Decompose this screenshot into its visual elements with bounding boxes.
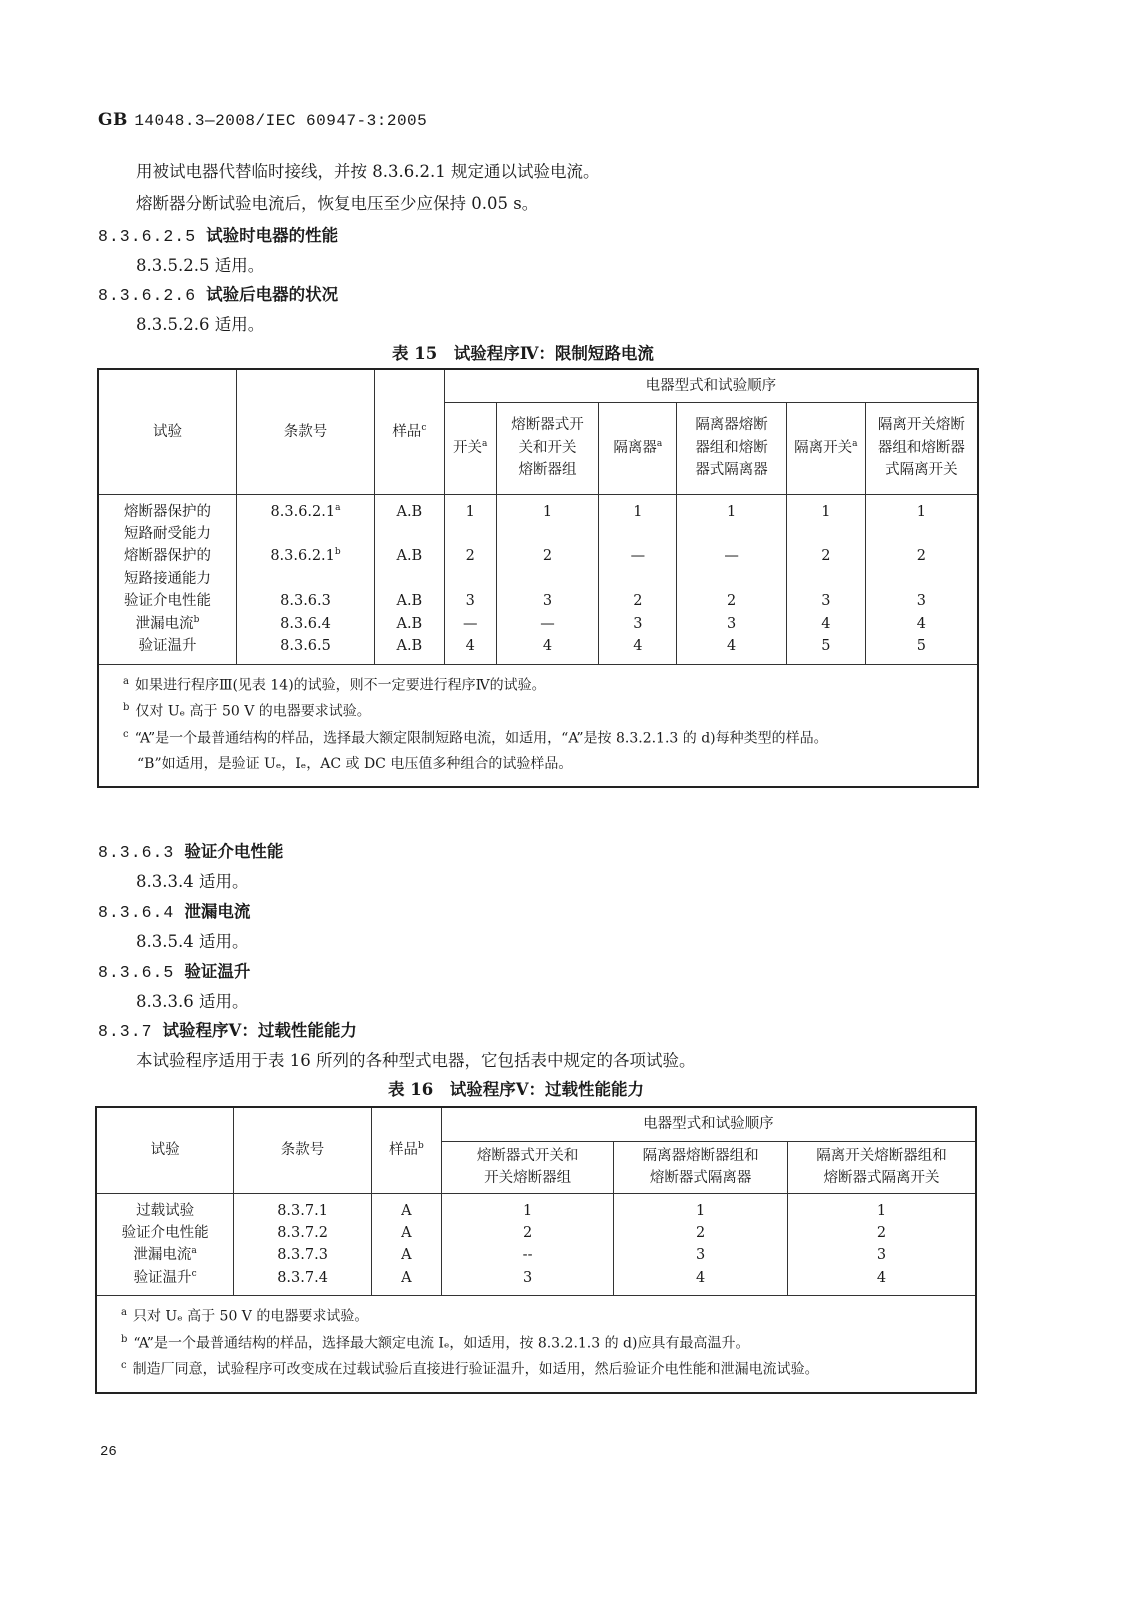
section-heading [98,281,338,305]
header-col: 隔离器熔断 器组和熔断 器式隔离器 [677,402,787,494]
table-row: 验证温升 8.3.6.5 A.B 4 4 4 4 5 5 [98,635,978,664]
header-test: 试验 [96,1107,234,1193]
section-title: 验证介电性能 [184,842,284,861]
table-caption: 表 16 试验程序Ⅴ：过载性能能力 [388,1080,645,1099]
table-row: 验证介电性能 8.3.7.2 A 2 2 2 [96,1222,976,1244]
table-row: 熔断器保护的 短路接通能力 8.3.6.2.1$^b$ A.B 2 2 — — 2 2 [98,545,978,590]
header-col: 隔离开关$^a$ [786,402,865,494]
table-row: 过载试验 8.3.7.1 A 1 1 1 [96,1193,976,1222]
header-test: 试验 [98,369,237,494]
table-row: 验证温升$^c$ 8.3.7.4 A 3 4 4 [96,1267,976,1296]
standard-code: GB [98,110,128,130]
section-heading [98,1017,357,1041]
table-row: 熔断器保护的 短路耐受能力 8.3.6.2.1$^a$ A.B 1 1 1 1 1 1 [98,494,978,545]
table-note: $^c$ 制造厂同意，试验程序可改变成在过载试验后直接进行验证温升，如适用，然后验证介电性能和泄漏电流试验。 [121,1360,819,1379]
section-number: 8.3.6.2.6 [98,286,197,305]
section-title: 试验程序Ⅴ：过载性能能力 [162,1021,357,1040]
table-row: 验证介电性能 8.3.6.3 A.B 3 3 2 2 3 3 [98,590,978,612]
section-title: 试验时电器的性能 [206,226,339,245]
table-caption: 表 15 试验程序Ⅳ：限制短路电流 [392,344,654,363]
header-col: 隔离器$^a$ [599,402,677,494]
section-number: 8.3.7 [98,1022,153,1041]
paragraph: 熔断器分断试验电流后，恢复电压至少应保持 0.05 s。 [136,194,539,213]
paragraph: 8.3.3.6 适用。 [136,992,249,1011]
header-col: 熔断器式开关和 开关熔断器组 [441,1141,614,1193]
section-number: 8.3.6.3 [98,843,175,862]
header-col: 开关$^a$ [444,402,496,494]
table-note: $^a$ 只对 Uₑ 高于 50 V 的电器要求试验。 [121,1307,369,1326]
table-note: $^c$ “A”是一个最普通结构的样品，选择最大额定限制短路电流，如适用，“A”是按 8.3.2.1.3 的 d)每种类型的样品。 “B”如适用，是验证 Uₑ，Iₑ，AC 或 DC 电压值多种组合的试验样品。 [123,728,828,773]
table-row: 泄漏电流$^a$ 8.3.7.3 A -- 3 3 [96,1244,976,1266]
header-col: 隔离器熔断器组和 熔断器式隔离器 [614,1141,788,1193]
table-note: $^b$ 仅对 Uₑ 高于 50 V 的电器要求试验。 [123,702,371,720]
header-clause: 条款号 [234,1107,372,1193]
header-col: 熔断器式开 关和开关 熔断器组 [496,402,599,494]
table-notes [98,664,978,787]
section-title: 试验后电器的状况 [206,285,339,304]
header-group: 电器型式和试验顺序 [441,1107,976,1141]
table-note: $^b$ “A”是一个最普通结构的样品，选择最大额定电流 Iₑ，如适用，按 8.3.2.1.3 的 d)应具有最高温升。 [121,1333,750,1352]
paragraph: 8.3.5.2.5 适用。 [136,256,265,275]
table-row: 泄漏电流$^b$ 8.3.6.4 A.B — — 3 3 4 4 [98,613,978,635]
paragraph: 8.3.5.2.6 适用。 [136,315,265,334]
page-number: 26 [100,1444,117,1460]
section-heading [98,958,250,982]
section-heading [98,838,283,862]
table-note: $^a$ 如果进行程序Ⅲ(见表 14)的试验，则不一定要进行程序Ⅳ的试验。 [123,675,546,694]
header-clause: 条款号 [237,369,375,494]
header-sample: 样品$^b$ [371,1107,441,1193]
section-number: 8.3.6.5 [98,963,175,982]
standard-number: 14048.3—2008/IEC 60947-3:2005 [134,112,428,130]
paragraph: 8.3.3.4 适用。 [136,872,249,891]
section-title: 验证温升 [184,962,251,981]
header-col: 隔离开关熔断 器组和熔断器 式隔离开关 [865,402,978,494]
paragraph: 8.3.5.4 适用。 [136,932,249,951]
header-col: 隔离开关熔断器组和 熔断器式隔离开关 [787,1141,976,1193]
section-heading [98,222,338,246]
header-sample: 样品$^c$ [374,369,444,494]
table-15 [97,368,979,788]
section-title: 泄漏电流 [184,902,251,921]
paragraph: 用被试电器代替临时接线，并按 8.3.6.2.1 规定通以试验电流。 [136,162,600,181]
section-number: 8.3.6.2.5 [98,227,197,246]
header-group: 电器型式和试验顺序 [444,369,978,402]
section-number: 8.3.6.4 [98,903,175,922]
table-16 [95,1106,977,1394]
section-heading [98,898,250,922]
paragraph: 本试验程序适用于表 16 所列的各种型式电器，它包括表中规定的各项试验。 [136,1051,696,1070]
standard-header [98,110,427,130]
table-notes [96,1296,976,1393]
